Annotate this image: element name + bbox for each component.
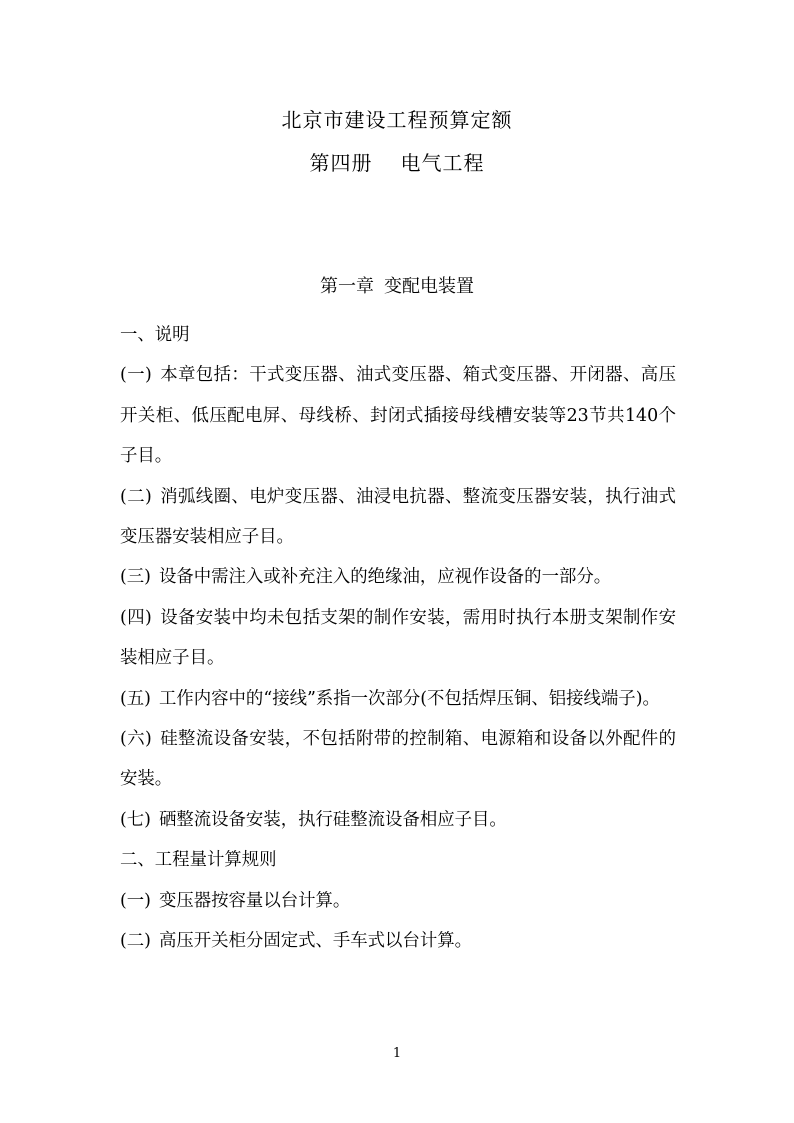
item-number: (一) (120, 365, 152, 386)
item-text: 本章包括：干式变压器、油式变压器、箱式变压器、开闭器、高压开关柜、低压配电屏、母线桥、封闭式插接母线槽安装等23节共140个子目。 (120, 365, 676, 467)
volume-title (0, 147, 794, 176)
item-text: 硅整流设备安装，不包括附带的控制箱、电源箱和设备以外配件的安装。 (120, 729, 676, 790)
item-number: (三) (120, 567, 151, 588)
item-text: 消弧线圈、电炉变压器、油浸电抗器、整流变压器安装，执行油式变压器安装相应子目。 (120, 486, 676, 548)
item-number: (二) (120, 486, 152, 507)
list-item (120, 881, 676, 921)
chapter-heading (0, 272, 794, 298)
item-number: (四) (120, 607, 152, 628)
document-body (120, 315, 676, 962)
volume-name: 电气工程 (400, 151, 485, 175)
item-text: 变压器按容量以台计算。 (158, 890, 351, 911)
list-item (120, 921, 676, 961)
item-text: 硒整流设备安装，执行硅整流设备相应子目。 (158, 809, 507, 830)
list-item (120, 719, 676, 800)
volume-number: 第四册 (309, 151, 373, 175)
item-text: 高压开关柜分固定式、手车式以台计算。 (158, 931, 473, 952)
item-text: 设备安装中均未包括支架的制作安装，需用时执行本册支架制作安装相应子目。 (120, 607, 676, 669)
item-number: (二) (120, 931, 151, 952)
item-text: 工作内容中的“接线”系指一次部分(不包括焊压铜、铝接线端子)。 (158, 688, 660, 709)
list-item (120, 800, 676, 840)
list-item (120, 598, 676, 679)
section-heading-explanation: 一、说明 (120, 325, 190, 345)
chapter-name: 变配电装置 (384, 276, 474, 297)
list-item (120, 477, 676, 558)
list-item (120, 679, 676, 719)
section-heading-calculation-rules: 二、工程量计算规则 (120, 850, 277, 871)
chapter-number: 第一章 (320, 276, 374, 297)
list-item (120, 557, 676, 597)
document-title: 北京市建设工程预算定额 (281, 108, 513, 132)
item-number: (七) (120, 809, 151, 830)
page-number: 1 (392, 1046, 402, 1061)
item-text: 设备中需注入或补充注入的绝缘油，应视作设备的一部分。 (158, 567, 612, 588)
item-number: (六) (120, 729, 152, 750)
item-number: (一) (120, 890, 151, 911)
list-item (120, 355, 676, 476)
item-number: (五) (120, 688, 151, 709)
